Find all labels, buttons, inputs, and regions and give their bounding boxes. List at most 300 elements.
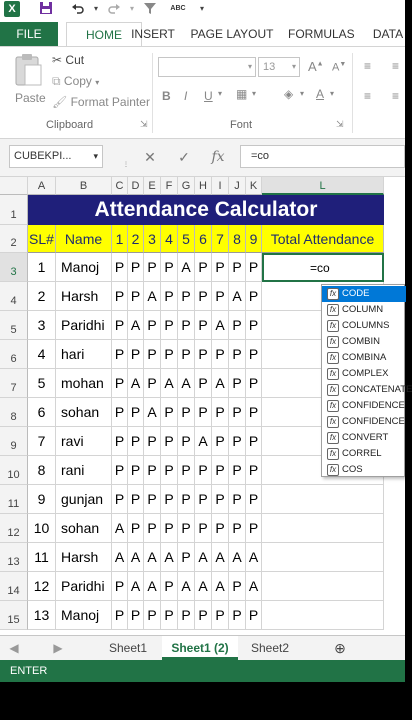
table-cell[interactable]: sohan bbox=[56, 514, 112, 543]
table-cell[interactable]: P bbox=[144, 514, 161, 543]
table-cell[interactable]: A bbox=[212, 369, 229, 398]
autocomplete-item[interactable] bbox=[322, 366, 406, 382]
table-cell[interactable]: A bbox=[128, 369, 144, 398]
table-cell[interactable]: P bbox=[212, 427, 229, 456]
table-cell[interactable]: P bbox=[229, 514, 246, 543]
table-cell[interactable]: sohan bbox=[56, 398, 112, 427]
table-cell[interactable]: mohan bbox=[56, 369, 112, 398]
format-painter-button[interactable] bbox=[52, 95, 150, 109]
column-heading[interactable]: 4 bbox=[161, 225, 178, 253]
align-icon[interactable]: ≡ bbox=[392, 89, 400, 103]
table-cell[interactable]: P bbox=[144, 311, 161, 340]
table-cell[interactable]: P bbox=[195, 311, 212, 340]
table-cell[interactable]: 3 bbox=[28, 311, 56, 340]
table-cell[interactable]: A bbox=[128, 543, 144, 572]
align-icon[interactable]: ≡ bbox=[364, 59, 372, 73]
table-cell[interactable]: P bbox=[229, 369, 246, 398]
table-cell[interactable]: P bbox=[246, 514, 262, 543]
table-cell[interactable]: P bbox=[112, 572, 128, 601]
table-cell[interactable]: P bbox=[144, 456, 161, 485]
name-box[interactable] bbox=[9, 145, 103, 168]
function-icon: fx bbox=[327, 320, 339, 332]
brush-icon: 🖌 bbox=[52, 95, 68, 109]
table-cell[interactable]: 10 bbox=[28, 514, 56, 543]
chevron-down-icon[interactable]: ▾ bbox=[300, 89, 305, 98]
status-mode: ENTER bbox=[10, 665, 48, 677]
table-cell[interactable]: P bbox=[112, 282, 128, 311]
row-header-3[interactable] bbox=[0, 253, 28, 282]
table-cell[interactable]: P bbox=[128, 427, 144, 456]
cut-label: Cut bbox=[65, 53, 85, 67]
table-cell[interactable]: P bbox=[112, 601, 128, 630]
table-cell[interactable]: P bbox=[178, 340, 195, 369]
insert-function-icon[interactable]: fx bbox=[211, 149, 225, 165]
table-cell[interactable]: P bbox=[212, 253, 229, 282]
row-number: 2 bbox=[10, 237, 17, 249]
chevron-down-icon: ▾ bbox=[93, 151, 98, 161]
column-heading[interactable]: 7 bbox=[212, 225, 229, 253]
table-cell[interactable]: P bbox=[112, 485, 128, 514]
column-header-b[interactable]: B bbox=[56, 177, 112, 195]
table-cell[interactable]: P bbox=[246, 485, 262, 514]
chevron-down-icon[interactable]: ▾ bbox=[330, 89, 335, 98]
group-separator bbox=[152, 53, 153, 133]
table-cell[interactable]: P bbox=[128, 282, 144, 311]
autocomplete-item[interactable] bbox=[322, 286, 406, 302]
table-cell[interactable]: 6 bbox=[28, 398, 56, 427]
table-cell[interactable]: 1 bbox=[28, 253, 56, 282]
ribbon-home bbox=[0, 47, 405, 139]
table-cell[interactable]: P bbox=[161, 485, 178, 514]
function-icon: fx bbox=[327, 416, 339, 428]
autocomplete-item[interactable] bbox=[322, 462, 406, 478]
autocomplete-item[interactable] bbox=[322, 302, 406, 318]
function-icon: fx bbox=[327, 368, 339, 380]
table-cell[interactable]: P bbox=[229, 456, 246, 485]
borders-icon[interactable]: ▦ bbox=[236, 87, 248, 101]
row-number: 10 bbox=[7, 469, 20, 481]
table-cell[interactable]: A bbox=[112, 543, 128, 572]
function-icon: fx bbox=[327, 448, 339, 460]
column-heading[interactable]: 3 bbox=[144, 225, 161, 253]
clipboard-group-label: Clipboard bbox=[46, 119, 94, 131]
row-header-11[interactable] bbox=[0, 485, 28, 514]
redo-icon[interactable] bbox=[106, 1, 122, 17]
table-cell[interactable]: 8 bbox=[28, 456, 56, 485]
table-cell[interactable]: P bbox=[144, 253, 161, 282]
table-cell[interactable]: A bbox=[128, 572, 144, 601]
sheet-tab-sheet2[interactable]: Sheet2 bbox=[250, 641, 290, 655]
table-cell[interactable]: hari bbox=[56, 340, 112, 369]
fill-color-icon[interactable]: ◈ bbox=[284, 87, 294, 101]
more-icon: ⋮ bbox=[123, 162, 129, 168]
font-group-label: Font bbox=[230, 119, 253, 131]
function-icon: fx bbox=[327, 288, 339, 300]
table-cell[interactable]: P bbox=[229, 311, 246, 340]
table-cell[interactable]: P bbox=[229, 572, 246, 601]
column-heading[interactable]: 8 bbox=[229, 225, 246, 253]
shrink-font-icon[interactable]: A▼ bbox=[332, 61, 347, 74]
table-cell[interactable]: P bbox=[161, 340, 178, 369]
table-cell[interactable]: P bbox=[112, 369, 128, 398]
table-cell[interactable]: P bbox=[195, 485, 212, 514]
column-header-a[interactable]: A bbox=[28, 177, 56, 195]
table-cell[interactable]: ravi bbox=[56, 427, 112, 456]
table-cell[interactable]: A bbox=[161, 543, 178, 572]
table-cell[interactable]: A bbox=[144, 282, 161, 311]
copy-button[interactable] bbox=[52, 74, 99, 89]
function-icon: fx bbox=[327, 336, 339, 348]
table-cell[interactable]: Manoj bbox=[56, 601, 112, 630]
table-cell[interactable]: A bbox=[246, 543, 262, 572]
table-cell[interactable]: P bbox=[128, 456, 144, 485]
table-cell[interactable]: 7 bbox=[28, 427, 56, 456]
table-cell[interactable]: P bbox=[112, 398, 128, 427]
table-cell[interactable]: P bbox=[246, 311, 262, 340]
table-cell[interactable]: P bbox=[195, 456, 212, 485]
table-cell[interactable]: P bbox=[161, 398, 178, 427]
cut-button[interactable] bbox=[52, 53, 84, 67]
table-cell[interactable]: A bbox=[195, 427, 212, 456]
function-name: COLUMNS bbox=[342, 320, 390, 331]
row-number: 13 bbox=[7, 556, 20, 568]
autocomplete-item[interactable] bbox=[322, 350, 406, 366]
function-icon: fx bbox=[327, 352, 339, 364]
undo-dropdown-icon[interactable]: ▾ bbox=[93, 4, 98, 13]
table-cell[interactable]: P bbox=[246, 253, 262, 282]
table-cell[interactable]: P bbox=[178, 311, 195, 340]
table-cell[interactable]: P bbox=[128, 485, 144, 514]
align-icon[interactable]: ≡ bbox=[364, 89, 372, 103]
column-heading[interactable]: 6 bbox=[195, 225, 212, 253]
table-cell[interactable]: P bbox=[212, 282, 229, 311]
table-cell[interactable]: P bbox=[128, 601, 144, 630]
table-cell[interactable]: A bbox=[212, 572, 229, 601]
row-number: 12 bbox=[7, 527, 20, 539]
table-cell[interactable]: A bbox=[144, 543, 161, 572]
table-cell[interactable]: Manoj bbox=[56, 253, 112, 282]
table-cell[interactable]: P bbox=[229, 398, 246, 427]
row-header-5[interactable] bbox=[0, 311, 28, 340]
column-heading[interactable]: 2 bbox=[128, 225, 144, 253]
table-cell[interactable]: P bbox=[212, 398, 229, 427]
column-header-l[interactable]: L bbox=[262, 177, 384, 195]
column-header-e[interactable]: E bbox=[144, 177, 161, 195]
table-cell[interactable]: A bbox=[195, 572, 212, 601]
table-cell[interactable]: P bbox=[212, 601, 229, 630]
table-cell[interactable]: P bbox=[178, 456, 195, 485]
autocomplete-item[interactable] bbox=[322, 318, 406, 334]
table-cell[interactable]: P bbox=[178, 282, 195, 311]
paste-button[interactable] bbox=[10, 53, 46, 109]
table-cell[interactable]: Harsh bbox=[56, 543, 112, 572]
table-cell[interactable]: A bbox=[161, 369, 178, 398]
row-header-15[interactable] bbox=[0, 601, 28, 630]
table-cell[interactable]: P bbox=[161, 514, 178, 543]
sheet-tab-sheet1[interactable]: Sheet1 bbox=[108, 641, 148, 655]
column-header-h[interactable]: H bbox=[195, 177, 212, 195]
format-painter-label: Format Painter bbox=[70, 95, 150, 109]
table-cell[interactable]: A bbox=[178, 572, 195, 601]
row-number: 5 bbox=[10, 324, 17, 336]
table-cell[interactable]: P bbox=[178, 485, 195, 514]
row-header-8[interactable] bbox=[0, 398, 28, 427]
table-cell[interactable]: P bbox=[229, 253, 246, 282]
table-cell[interactable]: A bbox=[144, 398, 161, 427]
tab-insert[interactable]: INSERT bbox=[131, 27, 175, 41]
table-cell[interactable]: 9 bbox=[28, 485, 56, 514]
active-cell-l3[interactable]: =co bbox=[262, 253, 384, 282]
table-cell[interactable]: rani bbox=[56, 456, 112, 485]
table-cell[interactable]: A bbox=[178, 369, 195, 398]
table-cell[interactable]: P bbox=[178, 398, 195, 427]
function-name: CORREL bbox=[342, 448, 382, 459]
table-cell[interactable] bbox=[262, 485, 384, 514]
table-cell[interactable]: A bbox=[229, 543, 246, 572]
table-cell[interactable]: P bbox=[161, 601, 178, 630]
italic-button[interactable]: I bbox=[184, 89, 188, 103]
table-cell[interactable]: P bbox=[246, 340, 262, 369]
column-header-c[interactable]: C bbox=[112, 177, 128, 195]
table-cell[interactable]: P bbox=[212, 340, 229, 369]
function-name: CONFIDENCE bbox=[342, 416, 405, 427]
table-cell[interactable]: A bbox=[112, 514, 128, 543]
ribbon-tabs bbox=[0, 22, 405, 46]
table-cell[interactable]: P bbox=[178, 514, 195, 543]
table-cell[interactable]: P bbox=[128, 514, 144, 543]
table-cell[interactable]: P bbox=[195, 514, 212, 543]
column-heading[interactable]: Name bbox=[56, 225, 112, 253]
table-cell[interactable]: P bbox=[229, 340, 246, 369]
table-cell[interactable]: 5 bbox=[28, 369, 56, 398]
autocomplete-item[interactable] bbox=[322, 446, 406, 462]
spelling-icon[interactable]: ABC bbox=[170, 5, 186, 12]
row-header-6[interactable] bbox=[0, 340, 28, 369]
column-heading[interactable]: Total Attendance bbox=[262, 225, 384, 253]
filter-icon[interactable] bbox=[142, 1, 158, 17]
table-cell[interactable]: P bbox=[112, 340, 128, 369]
prev-sheet-icon[interactable]: ◀ bbox=[9, 641, 19, 655]
customize-qat-icon[interactable]: ▾ bbox=[199, 4, 204, 13]
save-icon[interactable] bbox=[38, 1, 54, 17]
table-cell[interactable] bbox=[262, 543, 384, 572]
autocomplete-item[interactable] bbox=[322, 334, 406, 350]
table-cell[interactable]: 13 bbox=[28, 601, 56, 630]
tab-data[interactable]: DATA bbox=[372, 27, 404, 41]
column-header-j[interactable]: J bbox=[229, 177, 246, 195]
table-cell[interactable]: P bbox=[195, 369, 212, 398]
quick-access-toolbar bbox=[0, 0, 405, 20]
font-name-select[interactable] bbox=[158, 57, 256, 77]
function-name: CONFIDENCE bbox=[342, 400, 405, 411]
column-header-k[interactable]: K bbox=[246, 177, 262, 195]
undo-icon[interactable] bbox=[70, 1, 86, 17]
cancel-icon[interactable]: ✕ bbox=[144, 149, 156, 165]
scissors-icon: ✂ bbox=[52, 53, 63, 67]
function-icon: fx bbox=[327, 464, 339, 476]
font-size-select[interactable] bbox=[258, 57, 300, 77]
row-number: 4 bbox=[10, 295, 17, 307]
table-cell[interactable]: 11 bbox=[28, 543, 56, 572]
table-cell[interactable]: 2 bbox=[28, 282, 56, 311]
formula-input[interactable]: =co bbox=[240, 145, 405, 168]
column-heading[interactable]: 9 bbox=[246, 225, 262, 253]
table-cell[interactable]: A bbox=[144, 572, 161, 601]
select-all-corner[interactable] bbox=[0, 177, 28, 195]
font-color-icon[interactable]: A bbox=[316, 87, 325, 101]
table-cell[interactable]: Paridhi bbox=[56, 311, 112, 340]
table-cell[interactable]: P bbox=[144, 369, 161, 398]
redo-dropdown-icon[interactable]: ▾ bbox=[129, 4, 134, 13]
row-number: 14 bbox=[7, 585, 20, 597]
table-cell[interactable]: P bbox=[178, 543, 195, 572]
table-cell[interactable]: A bbox=[229, 282, 246, 311]
function-icon: fx bbox=[327, 384, 339, 396]
table-cell[interactable]: P bbox=[144, 485, 161, 514]
row-number: 7 bbox=[10, 382, 17, 394]
table-cell[interactable]: A bbox=[212, 311, 229, 340]
bold-button[interactable]: B bbox=[162, 89, 171, 103]
chevron-down-icon[interactable]: ▾ bbox=[218, 89, 223, 98]
table-cell[interactable]: P bbox=[128, 398, 144, 427]
column-header-d[interactable]: D bbox=[128, 177, 144, 195]
sheet-tab-sheet1-2[interactable]: Sheet1 (2) bbox=[162, 636, 238, 660]
column-header-g[interactable]: G bbox=[178, 177, 195, 195]
function-icon: fx bbox=[327, 400, 339, 412]
font-launcher-icon[interactable]: ⇲ bbox=[336, 119, 344, 129]
table-cell[interactable]: P bbox=[161, 427, 178, 456]
table-cell[interactable]: P bbox=[246, 282, 262, 311]
clipboard-launcher-icon[interactable]: ⇲ bbox=[140, 119, 148, 129]
table-cell[interactable] bbox=[262, 514, 384, 543]
table-cell[interactable]: A bbox=[195, 543, 212, 572]
align-icon[interactable]: ≡ bbox=[392, 59, 400, 73]
table-cell[interactable]: P bbox=[195, 398, 212, 427]
table-cell[interactable]: P bbox=[229, 485, 246, 514]
group-separator bbox=[352, 53, 353, 133]
table-cell[interactable]: P bbox=[212, 514, 229, 543]
table-cell[interactable]: P bbox=[229, 601, 246, 630]
table-cell[interactable]: P bbox=[144, 601, 161, 630]
tab-home[interactable]: HOME bbox=[66, 22, 142, 46]
table-cell[interactable] bbox=[262, 601, 384, 630]
table-cell[interactable]: P bbox=[178, 427, 195, 456]
function-name: CODE bbox=[342, 288, 370, 299]
table-cell[interactable]: A bbox=[128, 311, 144, 340]
enter-icon[interactable]: ✓ bbox=[178, 149, 190, 165]
table-cell[interactable]: P bbox=[246, 601, 262, 630]
row-header-7[interactable] bbox=[0, 369, 28, 398]
table-cell[interactable]: P bbox=[178, 601, 195, 630]
grow-font-icon[interactable]: A▲ bbox=[308, 59, 324, 74]
add-sheet-icon[interactable]: ⊕ bbox=[334, 640, 346, 656]
tab-file[interactable]: FILE bbox=[0, 22, 58, 46]
function-icon: fx bbox=[327, 432, 339, 444]
table-cell[interactable]: P bbox=[161, 572, 178, 601]
table-cell[interactable]: A bbox=[212, 543, 229, 572]
column-heading[interactable]: 1 bbox=[112, 225, 128, 253]
table-cell[interactable]: P bbox=[112, 311, 128, 340]
table-cell[interactable]: P bbox=[212, 456, 229, 485]
table-cell[interactable]: P bbox=[195, 253, 212, 282]
row-header-4[interactable] bbox=[0, 282, 28, 311]
table-cell[interactable]: P bbox=[246, 456, 262, 485]
sheet-tab-bar bbox=[0, 635, 405, 660]
table-cell[interactable]: P bbox=[229, 427, 246, 456]
chevron-down-icon[interactable]: ▾ bbox=[252, 89, 257, 98]
table-cell[interactable]: P bbox=[212, 485, 229, 514]
row-number: 9 bbox=[10, 440, 17, 452]
table-cell[interactable]: P bbox=[161, 311, 178, 340]
table-cell[interactable]: 12 bbox=[28, 572, 56, 601]
table-cell[interactable]: P bbox=[128, 340, 144, 369]
row-header-9[interactable] bbox=[0, 427, 28, 456]
table-cell[interactable]: P bbox=[246, 369, 262, 398]
column-heading[interactable]: 5 bbox=[178, 225, 195, 253]
row-header-12[interactable] bbox=[0, 514, 28, 543]
function-name: COMBIN bbox=[342, 336, 380, 347]
table-cell[interactable]: P bbox=[195, 601, 212, 630]
table-cell[interactable]: P bbox=[128, 253, 144, 282]
table-cell[interactable]: P bbox=[112, 427, 128, 456]
table-cell[interactable]: P bbox=[246, 398, 262, 427]
table-cell[interactable]: A bbox=[178, 253, 195, 282]
table-cell[interactable]: P bbox=[144, 340, 161, 369]
table-cell[interactable]: Harsh bbox=[56, 282, 112, 311]
table-cell[interactable]: P bbox=[195, 340, 212, 369]
table-cell[interactable]: Paridhi bbox=[56, 572, 112, 601]
autocomplete-item[interactable] bbox=[322, 414, 406, 430]
chevron-down-icon: ▾ bbox=[291, 62, 296, 71]
table-cell[interactable]: P bbox=[195, 282, 212, 311]
chevron-down-icon: ▾ bbox=[247, 62, 252, 71]
column-heading[interactable]: SL# bbox=[28, 225, 56, 253]
status-bar bbox=[0, 660, 405, 682]
column-header-f[interactable]: F bbox=[161, 177, 178, 195]
table-cell[interactable]: A bbox=[246, 572, 262, 601]
autocomplete-item[interactable] bbox=[322, 382, 412, 398]
table-cell[interactable]: P bbox=[144, 427, 161, 456]
table-cell[interactable]: P bbox=[112, 456, 128, 485]
next-sheet-icon[interactable]: ▶ bbox=[53, 641, 63, 655]
row-header-13[interactable] bbox=[0, 543, 28, 572]
tab-page-layout[interactable]: PAGE LAYOUT bbox=[190, 27, 274, 41]
tab-formulas[interactable]: FORMULAS bbox=[288, 27, 355, 41]
autocomplete-item[interactable] bbox=[322, 398, 406, 414]
table-cell[interactable]: P bbox=[112, 253, 128, 282]
function-name: COS bbox=[342, 464, 363, 475]
table-cell[interactable]: gunjan bbox=[56, 485, 112, 514]
row-header-14[interactable] bbox=[0, 572, 28, 601]
function-name: CONVERT bbox=[342, 432, 389, 443]
excel-app-icon: X bbox=[4, 1, 20, 17]
table-cell[interactable]: P bbox=[246, 427, 262, 456]
underline-button[interactable]: U bbox=[204, 89, 213, 103]
table-cell[interactable]: P bbox=[161, 253, 178, 282]
table-cell[interactable]: P bbox=[161, 456, 178, 485]
table-cell[interactable]: 4 bbox=[28, 340, 56, 369]
autocomplete-item[interactable] bbox=[322, 430, 406, 446]
paste-label: Paste bbox=[15, 91, 46, 105]
column-header-i[interactable]: I bbox=[212, 177, 229, 195]
table-cell[interactable]: P bbox=[161, 282, 178, 311]
table-cell[interactable] bbox=[262, 572, 384, 601]
row-header-2[interactable] bbox=[0, 225, 28, 253]
function-autocomplete-list[interactable] bbox=[321, 284, 412, 477]
row-header-1[interactable] bbox=[0, 195, 28, 225]
paste-icon bbox=[13, 53, 43, 87]
row-header-10[interactable] bbox=[0, 456, 28, 485]
